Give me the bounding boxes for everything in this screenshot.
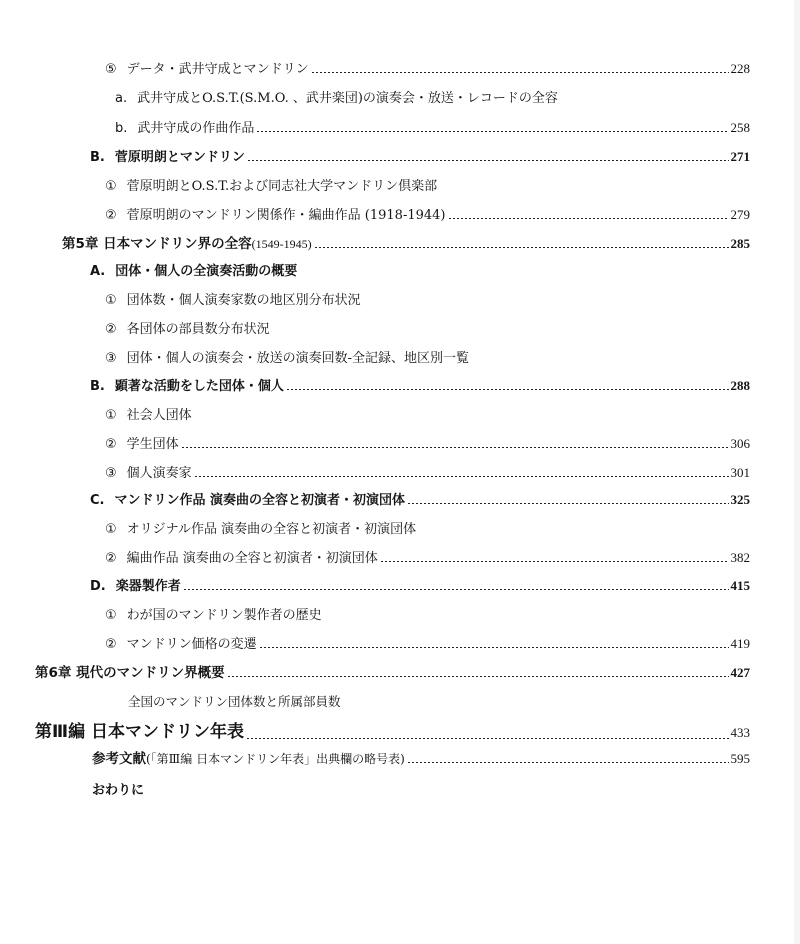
entry-number: ② <box>105 637 117 652</box>
entry-number: ① <box>105 522 117 537</box>
page-number: 415 <box>730 578 750 593</box>
toc-section-heading <box>92 781 750 801</box>
dot-leader <box>247 160 729 161</box>
entry-number: ② <box>105 437 117 452</box>
entry-title: 個人演奏家 <box>126 466 192 481</box>
entry-number: ① <box>105 179 117 194</box>
entry-number: ① <box>105 608 117 623</box>
entry-title: オリジナル作品 演奏曲の全容と初演者・初演団体 <box>126 522 417 537</box>
dot-leader <box>227 676 729 677</box>
chapter-years: (1549-1945) <box>251 237 312 251</box>
dot-leader <box>380 561 729 562</box>
page-number: 271 <box>730 149 750 164</box>
toc-entry <box>105 520 750 540</box>
dot-leader <box>448 218 729 219</box>
toc-section-heading <box>90 576 750 596</box>
page-number: 285 <box>730 236 750 251</box>
toc-entry <box>105 320 750 340</box>
entry-title: 社会人団体 <box>126 408 192 423</box>
page-number: 419 <box>730 636 750 651</box>
entry-title: 学生団体 <box>126 437 179 452</box>
entry-title: 編曲作品 演奏曲の全容と初演者・初演団体 <box>126 551 378 566</box>
toc-entry <box>105 634 750 654</box>
entry-number: ⑤ <box>105 62 117 77</box>
entry-number: ① <box>105 293 117 308</box>
page-number: 228 <box>730 61 750 76</box>
chapter-title: 第6章 現代のマンドリン界概要 <box>35 665 225 681</box>
section-letter: D. <box>90 579 106 594</box>
entry-number: ② <box>105 322 117 337</box>
toc-section-heading <box>90 376 750 396</box>
page-number: 325 <box>730 492 750 507</box>
toc-section-heading <box>90 490 750 510</box>
entry-title: 菅原明朗とマンドリン <box>114 150 245 165</box>
entry-title: 全国のマンドリン団体数と所属部員数 <box>128 694 341 709</box>
toc-section-heading <box>90 262 750 282</box>
entry-title <box>92 749 405 770</box>
section-letter: B. <box>90 150 105 165</box>
toc-entry <box>105 434 750 454</box>
entry-number: b. <box>115 121 128 136</box>
entry-title: 団体・個人の演奏会・放送の演奏回数-全記録、地区別一覧 <box>126 351 470 366</box>
references-note: (「第Ⅲ編 日本マンドリン年表」出典欄の略号表) <box>146 752 405 766</box>
toc-entry <box>115 89 750 109</box>
entry-title: 武井守成とO.S.T.(S.M.O. 、武井楽団)の演奏会・放送・レコードの全容 <box>137 91 558 106</box>
entry-title: 団体・個人の全演奏活動の概要 <box>115 264 298 279</box>
toc-entry <box>115 118 750 138</box>
entry-title: わが国のマンドリン製作者の歴史 <box>126 608 322 623</box>
toc-entry <box>105 548 750 568</box>
toc-section-heading <box>90 147 750 167</box>
toc-entry <box>105 59 750 79</box>
section-letter: B. <box>90 379 105 394</box>
toc-chapter-heading <box>62 234 750 254</box>
page-number: 433 <box>730 725 750 740</box>
part-title: 第Ⅲ編 日本マンドリン年表 <box>35 722 244 742</box>
dot-leader <box>286 389 729 390</box>
toc-entry <box>128 692 750 712</box>
entry-title: 菅原明朗とO.S.T.および同志社大学マンドリン倶楽部 <box>126 179 438 194</box>
toc-entry <box>105 177 750 197</box>
dot-leader <box>256 131 728 132</box>
entry-number: ① <box>105 408 117 423</box>
entry-number: ③ <box>105 351 117 366</box>
page-number: 306 <box>730 436 750 451</box>
entry-title: マンドリン作品 演奏曲の全容と初演者・初演団体 <box>114 493 406 508</box>
page-edge-shadow <box>794 0 800 944</box>
entry-number: a. <box>115 91 128 106</box>
entry-title: 菅原明朗のマンドリン関係作・編曲作品 (1918-1944) <box>126 208 446 223</box>
dot-leader <box>246 738 729 739</box>
references-label: 参考文献 <box>92 751 146 767</box>
toc-entry <box>105 463 750 483</box>
page-number: 258 <box>730 120 750 135</box>
page-number: 288 <box>730 378 750 393</box>
entry-title: 各団体の部員数分布状況 <box>126 322 270 337</box>
section-letter: A. <box>90 264 106 279</box>
dot-leader <box>314 247 729 248</box>
chapter-title <box>62 234 312 254</box>
entry-title: 武井守成の作曲作品 <box>137 121 255 136</box>
toc-entry <box>105 606 750 626</box>
chapter-title-text: 第5章 日本マンドリン界の全容 <box>62 236 252 252</box>
dot-leader <box>407 762 729 763</box>
toc-chapter-heading <box>35 663 750 683</box>
dot-leader <box>407 503 728 504</box>
toc-entry <box>105 349 750 369</box>
page-number: 279 <box>730 207 750 222</box>
entry-number: ③ <box>105 466 117 481</box>
dot-leader <box>181 447 729 448</box>
entry-title: マンドリン価格の変遷 <box>126 637 257 652</box>
entry-title: 顕著な活動をした団体・個人 <box>114 379 284 394</box>
toc-part-heading <box>35 719 750 745</box>
dot-leader <box>259 647 729 648</box>
dot-leader <box>311 72 729 73</box>
page-number: 382 <box>730 550 750 565</box>
entry-title: 楽器製作者 <box>115 579 181 594</box>
entry-number: ② <box>105 208 117 223</box>
page-number: 427 <box>730 665 750 680</box>
entry-number: ② <box>105 551 117 566</box>
toc-entry <box>105 205 750 225</box>
entry-title: おわりに <box>92 783 145 798</box>
page-number: 301 <box>730 465 750 480</box>
entry-title: データ・武井守成とマンドリン <box>126 62 309 77</box>
dot-leader <box>183 589 729 590</box>
toc-entry <box>105 406 750 426</box>
toc-entry <box>105 291 750 311</box>
entry-title: 団体数・個人演奏家数の地区別分布状況 <box>126 293 361 308</box>
dot-leader <box>194 476 729 477</box>
section-letter: C. <box>90 493 105 508</box>
page-number: 595 <box>730 751 750 766</box>
toc-entry <box>92 749 750 769</box>
